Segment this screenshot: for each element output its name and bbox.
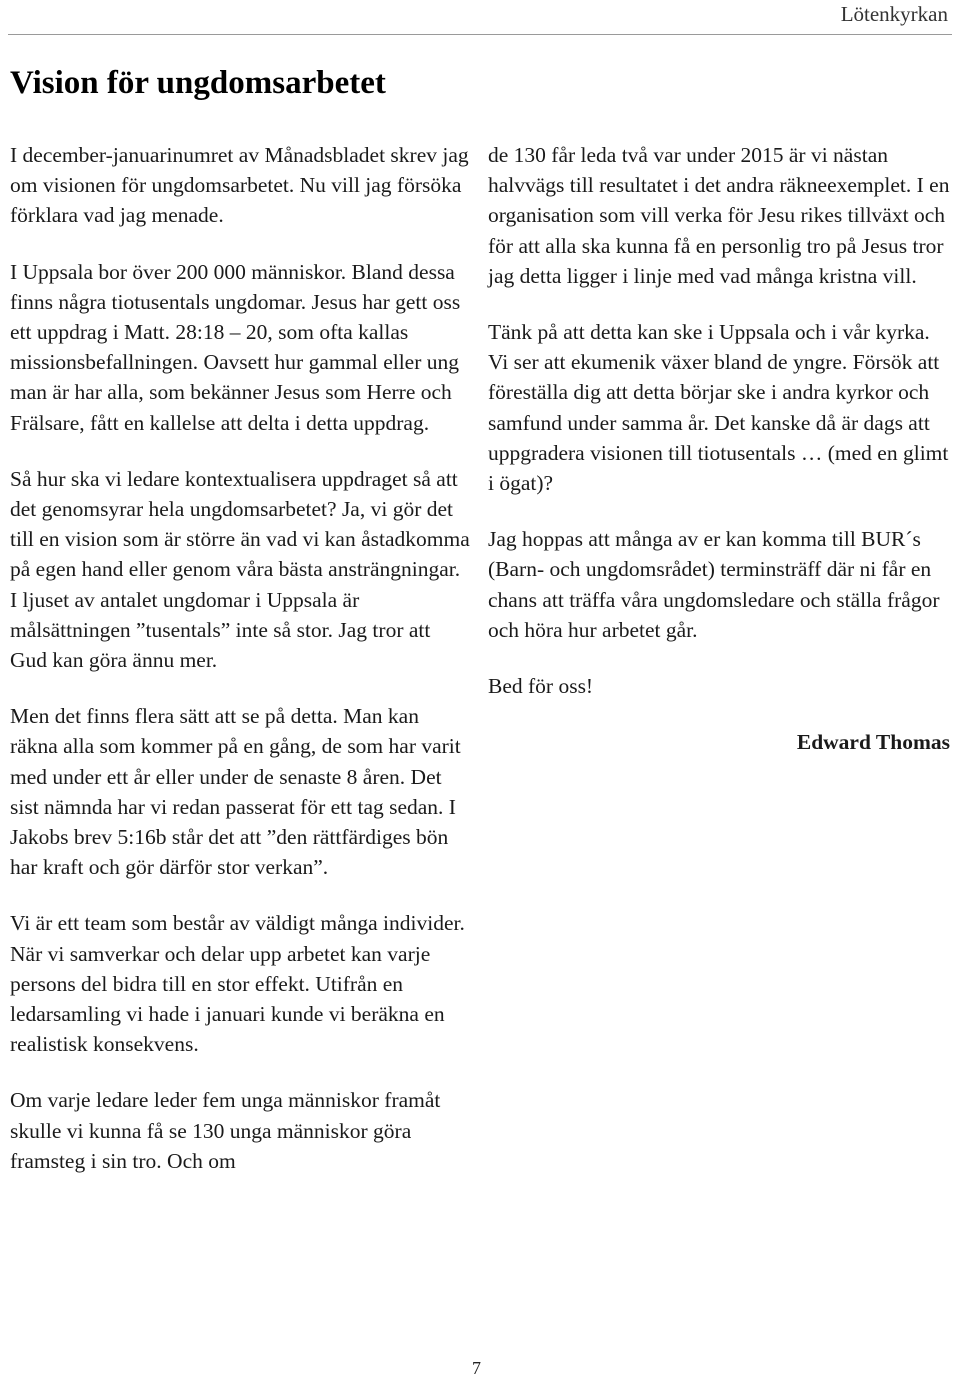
paragraph: I december-januarinumret av Månadsbladet skrev jag om visionen för ungdomsarbetet. Nu vill jag försöka förklara vad jag menade. bbox=[10, 143, 469, 228]
article-title: Vision för ungdomsarbetet bbox=[10, 65, 386, 101]
paragraph: Bed för oss! bbox=[488, 674, 594, 699]
paragraph: I Uppsala bor över 200 000 människor. Bland dessa finns några tiotusentals ungdomar. Jesus har gett oss ett uppdrag i Matt. 28:18 – 20, som ofta kallas missionsbefallningen. Oavsett hur gammal eller ung man är har alla, som bekänner Jesus som Herre och Frälsare, fått en kallelse att delta i detta uppdrag. bbox=[10, 259, 461, 435]
paragraph: Jag hoppas att många av er kan komma till BUR´s (Barn- och ungdomsrådet) terminsträff där ni får en chans att träffa våra ungdomsledare och ställa frågor och höra hur arbetet går. bbox=[488, 527, 940, 642]
right-column bbox=[488, 140, 950, 783]
header-divider bbox=[8, 34, 952, 35]
paragraph: Tänk på att detta kan ske i Uppsala och i vår kyrka. Vi ser att ekumenik växer bland de yngre. Försök att föreställa dig att detta börjar ske i andra kyrkor och samfund under samma år. Det kanske då är dags att uppgradera visionen till tiotusentals … (med en glimt i ögat)? bbox=[488, 320, 949, 496]
paragraph: de 130 får leda två var under 2015 är vi nästan halvvägs till resultatet i det andra räkneexemplet. I en organisation som vill verka för Jesu rikes tillväxt och för att alla ska kunna få en personlig tro på Jesus tror jag detta ligger i linje med vad många kristna vill. bbox=[488, 143, 950, 288]
left-column bbox=[10, 140, 472, 1202]
publication-name: Lötenkyrkan bbox=[840, 2, 948, 26]
paragraph: Vi är ett team som består av väldigt många individer. När vi samverkar och delar upp arbetet kan varje persons del bidra till en stor effekt. Utifrån en ledarsamling vi hade i januari kunde vi beräkna en realistisk konsekvens. bbox=[10, 911, 465, 1057]
paragraph: Så hur ska vi ledare kontextualisera uppdraget så att det genomsyrar hela ungdomsarbetet? Ja, vi gör det till en vision som är större än vad vi kan åstadkomma på egen hand eller genom våra bästa ansträngningar. I ljuset av antalet ungdomar i Uppsala är målsättningen ”tusentals” inte så stor. Jag tror att Gud kan göra ännu mer. bbox=[10, 466, 470, 673]
paragraph: Men det finns flera sätt att se på detta. Man kan räkna alla som kommer på en gång, de som har varit med under ett år eller under de senaste 8 åren. Det sist nämnda har vi redan passerat för ett tag sedan. I Jakobs brev 5:16b står det att ”den rättfärdiges bön har kraft och gör därför stor verkan”. bbox=[10, 704, 461, 880]
author-signature: Edward Thomas bbox=[796, 730, 950, 755]
paragraph: Om varje ledare leder fem unga människor framåt skulle vi kunna få se 130 unga människor göra framsteg i sin tro. Och om bbox=[10, 1088, 441, 1173]
page-number: 7 bbox=[472, 1358, 481, 1378]
